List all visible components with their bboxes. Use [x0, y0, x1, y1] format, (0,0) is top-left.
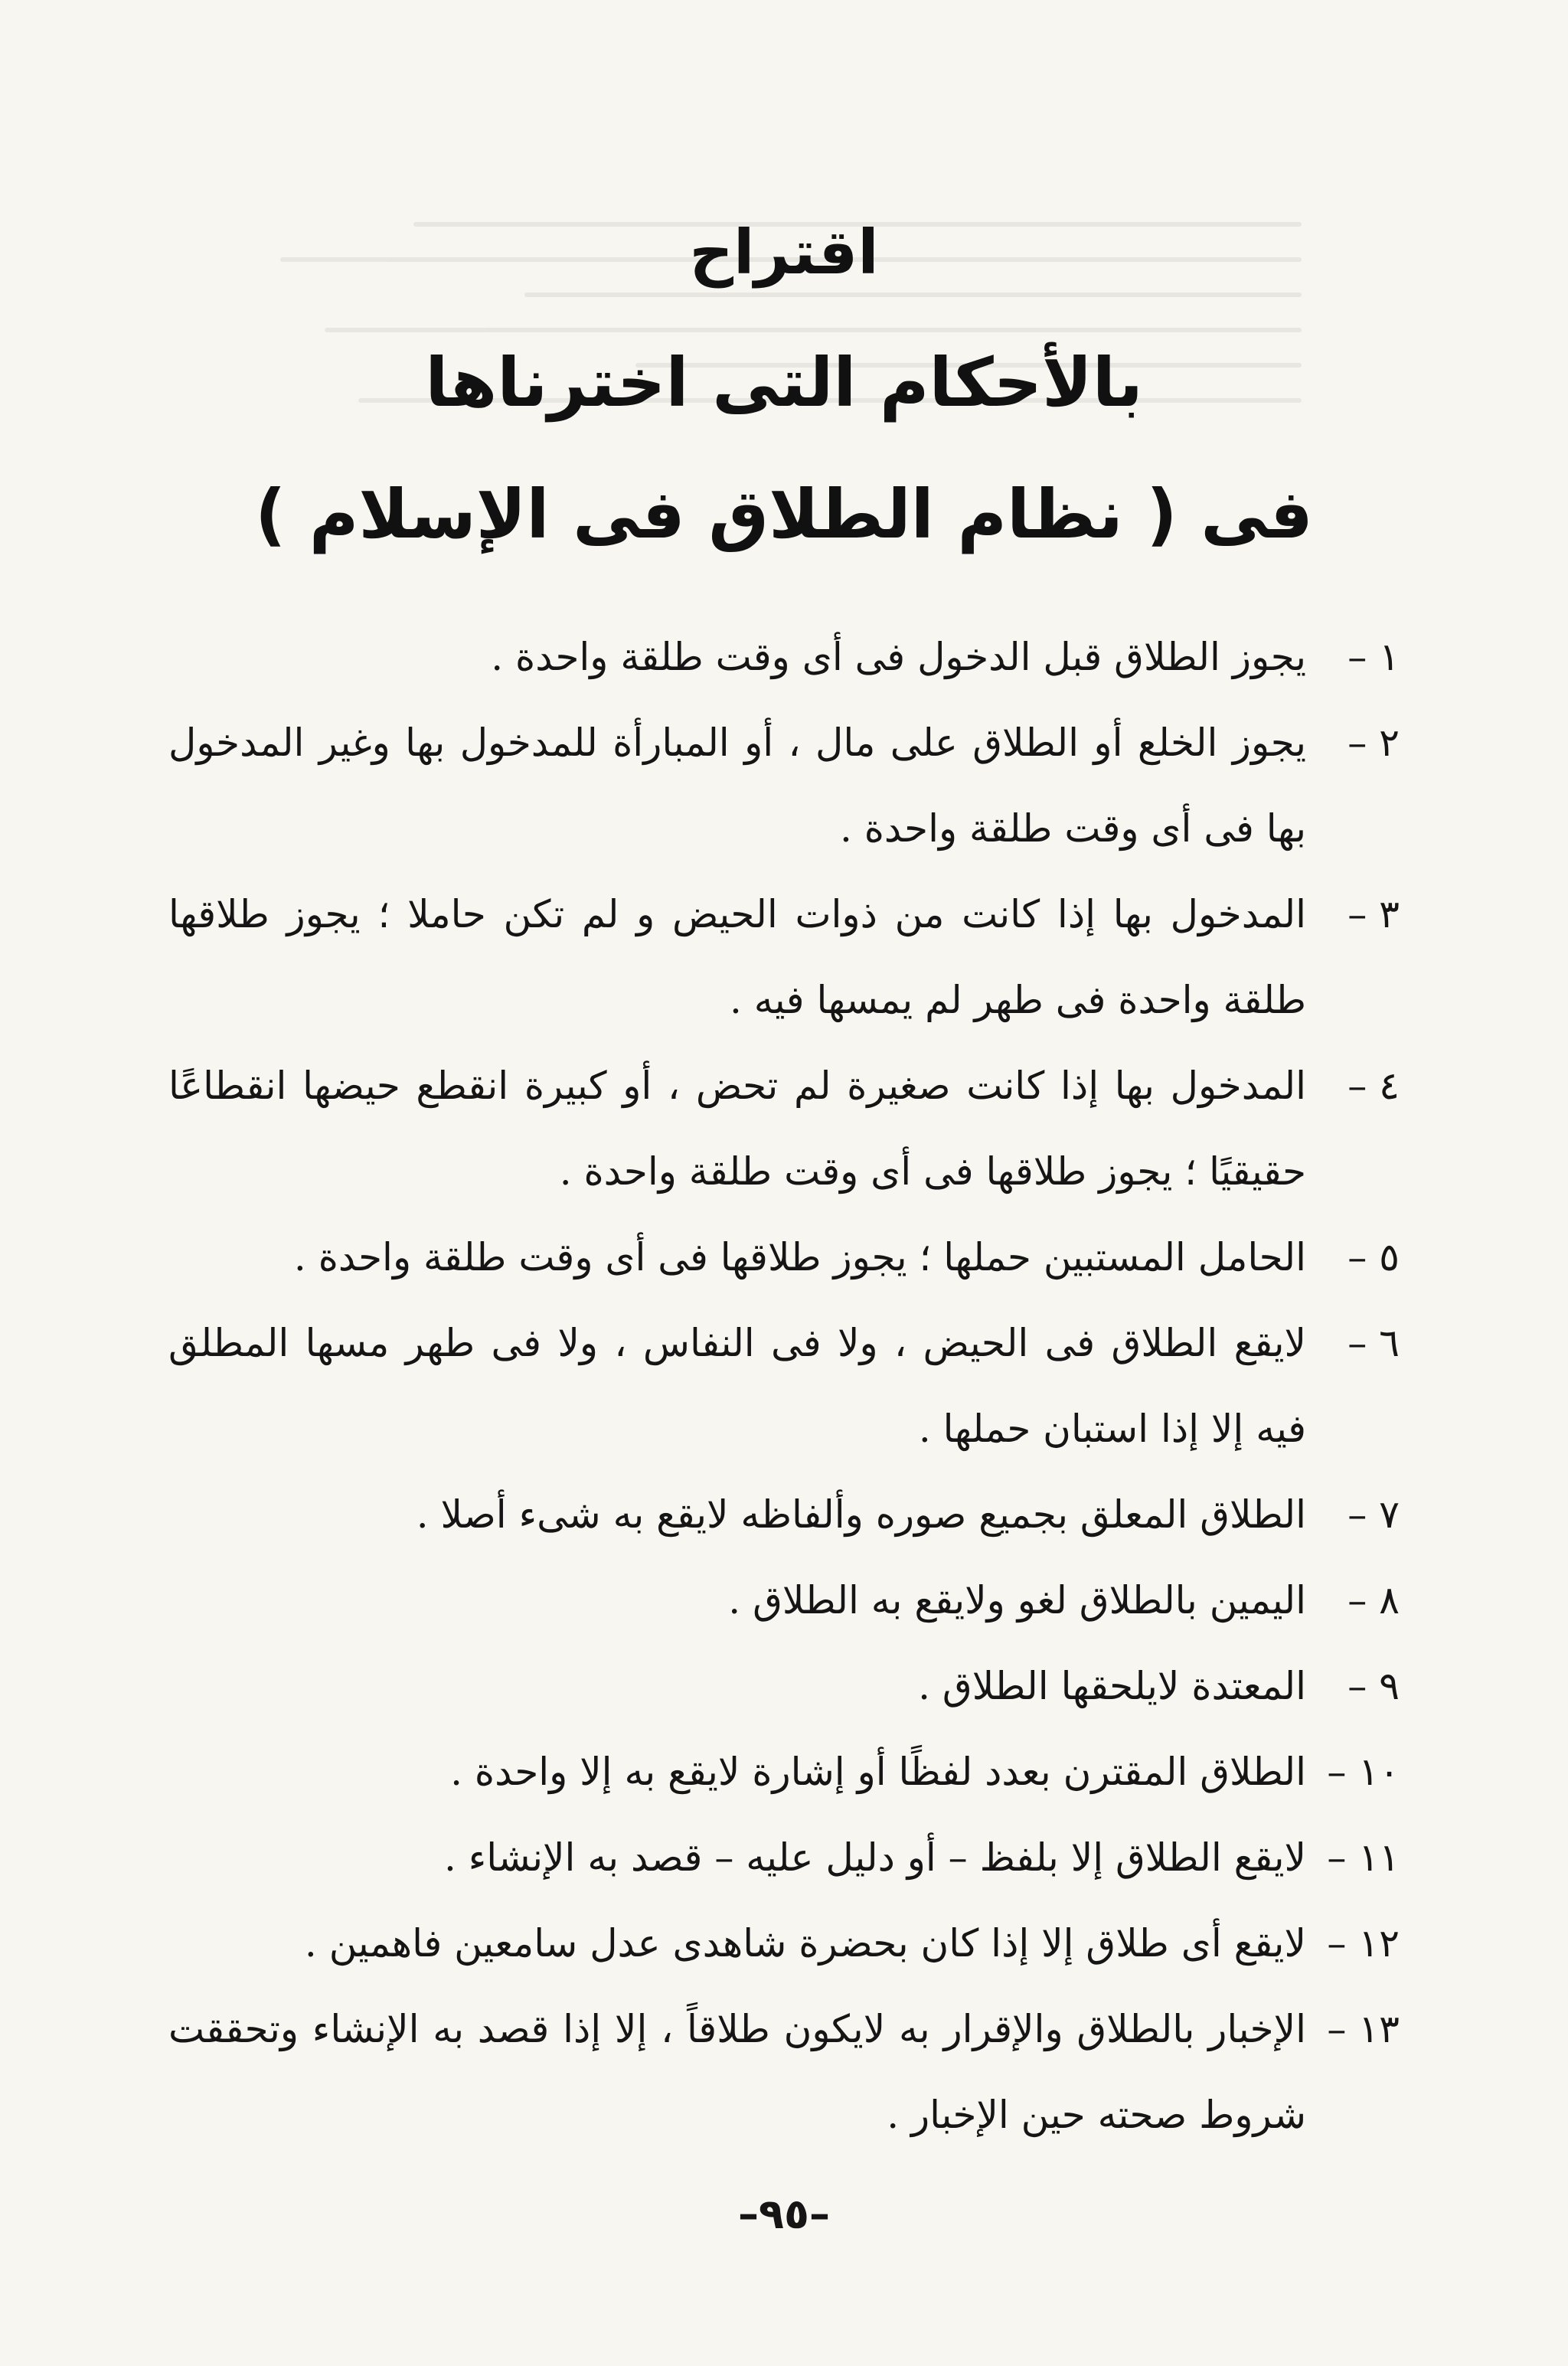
item-number: ٦ – [1348, 1321, 1400, 1365]
item-text: يجوز الخلع أو الطلاق على مال ، أو المبارأة للمدخول بها وغير المدخول بها فى أى وقت طلقة واحدة . [168, 721, 1306, 851]
list-item [168, 1986, 1400, 2158]
list-item [168, 1300, 1400, 1472]
list-item [168, 1900, 1400, 1986]
title-line-2: بالأحكام التى اخترناها [425, 343, 1143, 422]
item-number: ١٠ – [1327, 1750, 1400, 1794]
page-number: –٩٥– [738, 2190, 830, 2238]
list-item [168, 1815, 1400, 1900]
item-number: ١١ – [1327, 1835, 1400, 1880]
item-text: الإخبار بالطلاق والإقرار به لايكون طلاقاً ، إلا إذا قصد به الإنشاء وتحققت شروط صحته حين الإخبار . [168, 2007, 1306, 2137]
list-item [168, 1043, 1400, 1214]
list-item [168, 1214, 1400, 1300]
item-number: ١٢ – [1327, 1921, 1400, 1966]
item-text: المعتدة لايلحقها الطلاق . [918, 1664, 1306, 1708]
list-item [168, 1472, 1400, 1557]
item-text: لايقع أى طلاق إلا إذا كان بحضرة شاهدى عدل سامعين فاهمين . [304, 1921, 1306, 1966]
list-item [168, 1643, 1400, 1729]
item-text: لايقع الطلاق فى الحيض ، ولا فى النفاس ، ولا فى طهر مسها المطلق فيه إلا إذا استبان حملها . [168, 1321, 1306, 1451]
item-number: ٤ – [1348, 1064, 1400, 1108]
list-item [168, 1557, 1400, 1643]
item-number: ٥ – [1348, 1235, 1400, 1279]
item-number: ١٣ – [1327, 2007, 1400, 2051]
item-number: ٨ – [1348, 1578, 1400, 1623]
item-number: ٩ – [1348, 1664, 1400, 1708]
item-number: ٧ – [1348, 1492, 1400, 1537]
item-text: الطلاق المقترن بعدد لفظًا أو إشارة لايقع به إلا واحدة . [450, 1750, 1306, 1794]
list-item [168, 1729, 1400, 1815]
item-number: ٢ – [1348, 721, 1400, 765]
list-item [168, 871, 1400, 1043]
item-text: اليمين بالطلاق لغو ولايقع به الطلاق . [728, 1578, 1306, 1623]
item-text: المدخول بها إذا كانت من ذوات الحيض و لم تكن حاملا ؛ يجوز طلاقها طلقة واحدة فى طهر لم يمسها فيه . [168, 892, 1306, 1022]
rulings-list [168, 614, 1400, 2158]
title-line-1: اقتراح [689, 217, 879, 288]
item-text: المدخول بها إذا كانت صغيرة لم تحض ، أو كبيرة انقطع حيضها انقطاعًا حقيقيًا ؛ يجوز طلاقها فى أى وقت طلقة واحدة . [168, 1064, 1306, 1194]
list-item [168, 700, 1400, 871]
item-text: لايقع الطلاق إلا بلفظ – أو دليل عليه – قصد به الإنشاء . [443, 1835, 1306, 1880]
item-number: ١ – [1348, 635, 1400, 679]
item-text: يجوز الطلاق قبل الدخول فى أى وقت طلقة واحدة . [491, 635, 1306, 679]
item-text: الطلاق المعلق بجميع صوره وألفاظه لايقع به شىء أصلا . [416, 1492, 1306, 1537]
title-line-3: فى ( نظام الطلاق فى الإسلام ) [255, 475, 1313, 554]
list-item [168, 614, 1400, 700]
item-text: الحامل المستبين حملها ؛ يجوز طلاقها فى أى وقت طلقة واحدة . [293, 1235, 1306, 1279]
item-number: ٣ – [1348, 892, 1400, 936]
